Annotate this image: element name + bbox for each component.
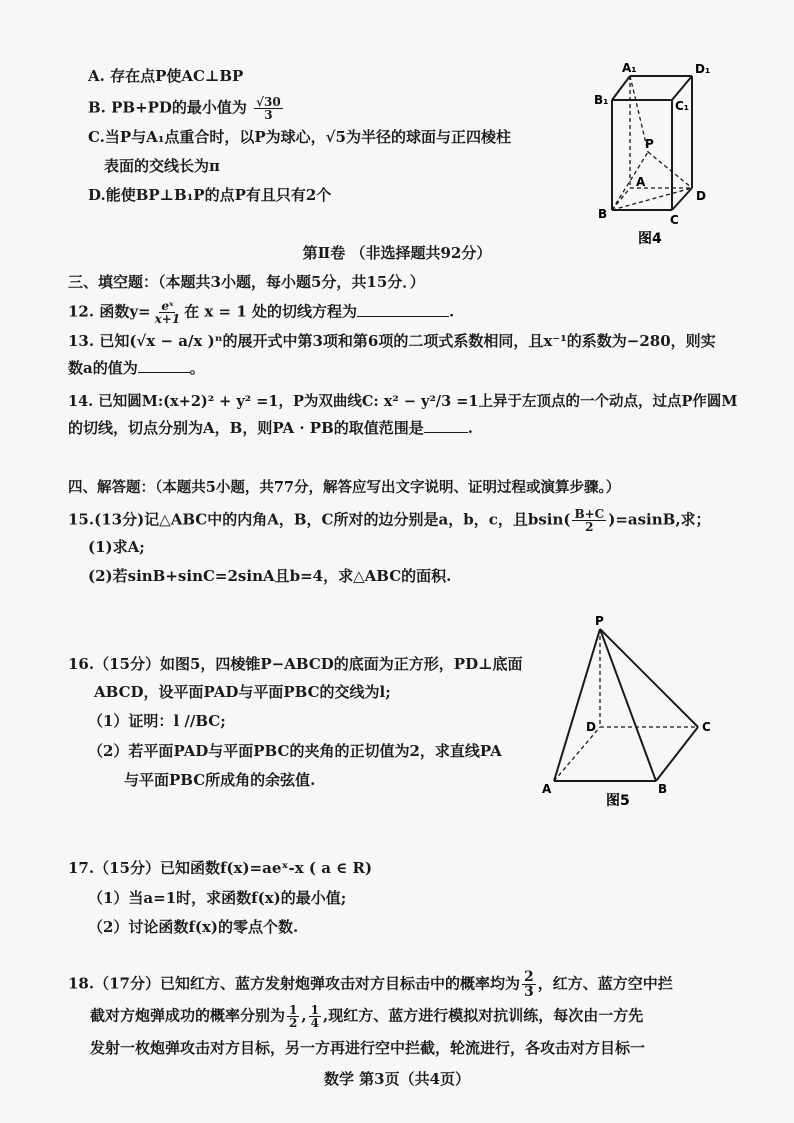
q18-fraction-quarter [309, 1004, 321, 1029]
q12-suffix: 在 x = 1 处的切线方程为 [184, 302, 358, 321]
q14-line2 [68, 418, 473, 438]
q15-prefix: 15.(13分)记△ABC中的内角A，B，C所对的边分别是a，b，c，且bsin( [68, 510, 571, 529]
fraction-denominator: 2 [289, 1016, 298, 1030]
q16-part2-line2: 与平面PBC所成角的余弦值. [124, 771, 316, 789]
label-d1: D₁ [695, 62, 711, 76]
fraction-numerator: √30 [256, 95, 281, 109]
q12-end: . [449, 302, 455, 321]
fraction-denominator: x+1 [154, 312, 181, 326]
fraction-numerator: 1 [289, 1003, 298, 1017]
q11-option-b-text: B. PB+PD的最小值为 [88, 98, 247, 117]
q18-line1 [68, 970, 673, 999]
page-footer: 数学 第3页（共4页） [323, 1070, 471, 1088]
fraction-numerator: eˣ [161, 299, 174, 313]
q18-fraction-half [287, 1004, 299, 1029]
q18-suffix: ，红方、蓝方空中拦 [537, 974, 673, 993]
q18-prefix: 18.（17分）已知红方、蓝方发射炮弹攻击对方目标击中的概率均为 [68, 974, 520, 993]
q18-line2: 截对方炮弹成功的概率分别为 $\frac{1}{2}$ , $\frac{1}{4}$ ,现红方、蓝方进行模拟对抗训练，每次由一方先 [90, 1003, 644, 1030]
q11-option-c-line2: 表面的交线长为π [104, 157, 220, 175]
fraction-numerator: B+C [574, 507, 605, 521]
q13-answer-blank[interactable] [138, 358, 190, 373]
q18-line2-suffix: ,现红方、蓝方进行模拟对抗训练，每次由一方先 [322, 1006, 644, 1025]
label-d: D [696, 189, 706, 203]
label-p: P [645, 137, 654, 151]
q12-prefix: 12. 函数y= [68, 302, 151, 321]
q16-part2-line1: （2）若平面PAD与平面PBC的夹角的正切值为2，求直线PA [88, 742, 502, 760]
q17-part1: （1）当a=1时，求函数f(x)的最小值; [88, 889, 347, 907]
q13-prefix: 数a的值为 [68, 359, 138, 377]
figure-4-caption: 图4 [638, 231, 662, 247]
q13-line1: 13. 已知(√x − a/x )ⁿ的展开式中第3项和第6项的二项式系数相同，且x⁻¹的系数为−280，则实 [68, 332, 716, 350]
label-d: D [586, 720, 596, 734]
q13-end: 。 [189, 359, 205, 377]
q12-fraction [153, 300, 183, 325]
fraction-numerator: 2 [523, 969, 534, 985]
q14-prefix: 的切线，切点分别为A，B，则PA · PB的取值范围是 [68, 419, 424, 437]
fraction-numerator: 1 [310, 1003, 319, 1017]
label-a: A [636, 175, 646, 189]
q14-end: . [467, 419, 474, 437]
q15-stem [68, 508, 711, 533]
label-c1: C₁ [675, 99, 690, 113]
q18-line2-prefix: 截对方炮弹成功的概率分别为 [90, 1006, 286, 1025]
q11-option-a: A. 存在点P使AC⊥BP [88, 67, 244, 85]
q13-line2 [68, 358, 205, 378]
label-b: B [658, 782, 668, 796]
q18-line3: 发射一枚炮弹攻击对方目标，另一方再进行空中拦截，轮流进行，各攻击对方目标一 [90, 1039, 646, 1057]
question-12 [68, 300, 454, 325]
q16-line1: 16.（15分）如图5，四棱锥P−ABCD的底面为正方形，PD⊥底面 [68, 655, 523, 673]
q11-option-d: D.能使BP⊥B₁P的点P有且只有2个 [88, 186, 332, 204]
q12-answer-blank[interactable] [357, 302, 449, 317]
label-b1: B₁ [594, 93, 609, 107]
q11-option-b-fraction [254, 96, 283, 121]
q11-option-c-line1: C.当P与A₁点重合时，以P为球心，√5为半径的球面与正四棱柱 [88, 128, 511, 146]
section4-title: 四、解答题：（本题共5小题，共77分，解答应写出文字说明、证明过程或演算步骤。） [68, 479, 621, 496]
fraction-denominator: 4 [310, 1016, 319, 1030]
fraction-denominator: 3 [523, 984, 534, 1000]
q15-part2: (2)若sinB+sinC=2sinA且b=4，求△ABC的面积. [88, 567, 452, 585]
q15-part1: (1)求A; [88, 538, 145, 556]
q11-option-b [88, 96, 285, 121]
figure-4-prism [590, 60, 720, 250]
figure-5-pyramid [538, 615, 728, 815]
label-c: C [702, 720, 711, 734]
figure-5-caption: 图5 [606, 793, 630, 809]
label-c: C [670, 213, 679, 227]
q18-fraction [522, 970, 536, 999]
q16-part1: （1）证明：l //BC; [88, 712, 226, 730]
fraction-denominator: 2 [585, 520, 594, 534]
q14-answer-blank[interactable] [424, 418, 468, 433]
q17-stem: 17.（15分）已知函数f(x)=aeˣ-x ( a ∈ R) [68, 859, 373, 877]
section3-title: 三、填空题：（本题共3小题，每小题5分，共15分．） [68, 273, 425, 291]
q17-part2: （2）讨论函数f(x)的零点个数. [88, 918, 299, 936]
part2-title: 第Ⅱ卷 （非选择题共92分） [302, 244, 492, 262]
label-a1: A₁ [622, 61, 637, 75]
label-b: B [598, 207, 608, 221]
label-a: A [542, 782, 552, 796]
label-p: P [595, 615, 604, 628]
q16-line2: ABCD，设平面PAD与平面PBC的交线为l; [94, 683, 391, 701]
q14-line1: 14. 已知圆M:(x+2)² + y² =1，P为双曲线C: x² − y²/3 =1上异于左顶点的一个动点，过点P作圆M [68, 393, 738, 410]
q15-fraction [572, 508, 606, 533]
q15-suffix: )=asinB,求； [608, 510, 711, 529]
fraction-denominator: 3 [264, 108, 273, 122]
